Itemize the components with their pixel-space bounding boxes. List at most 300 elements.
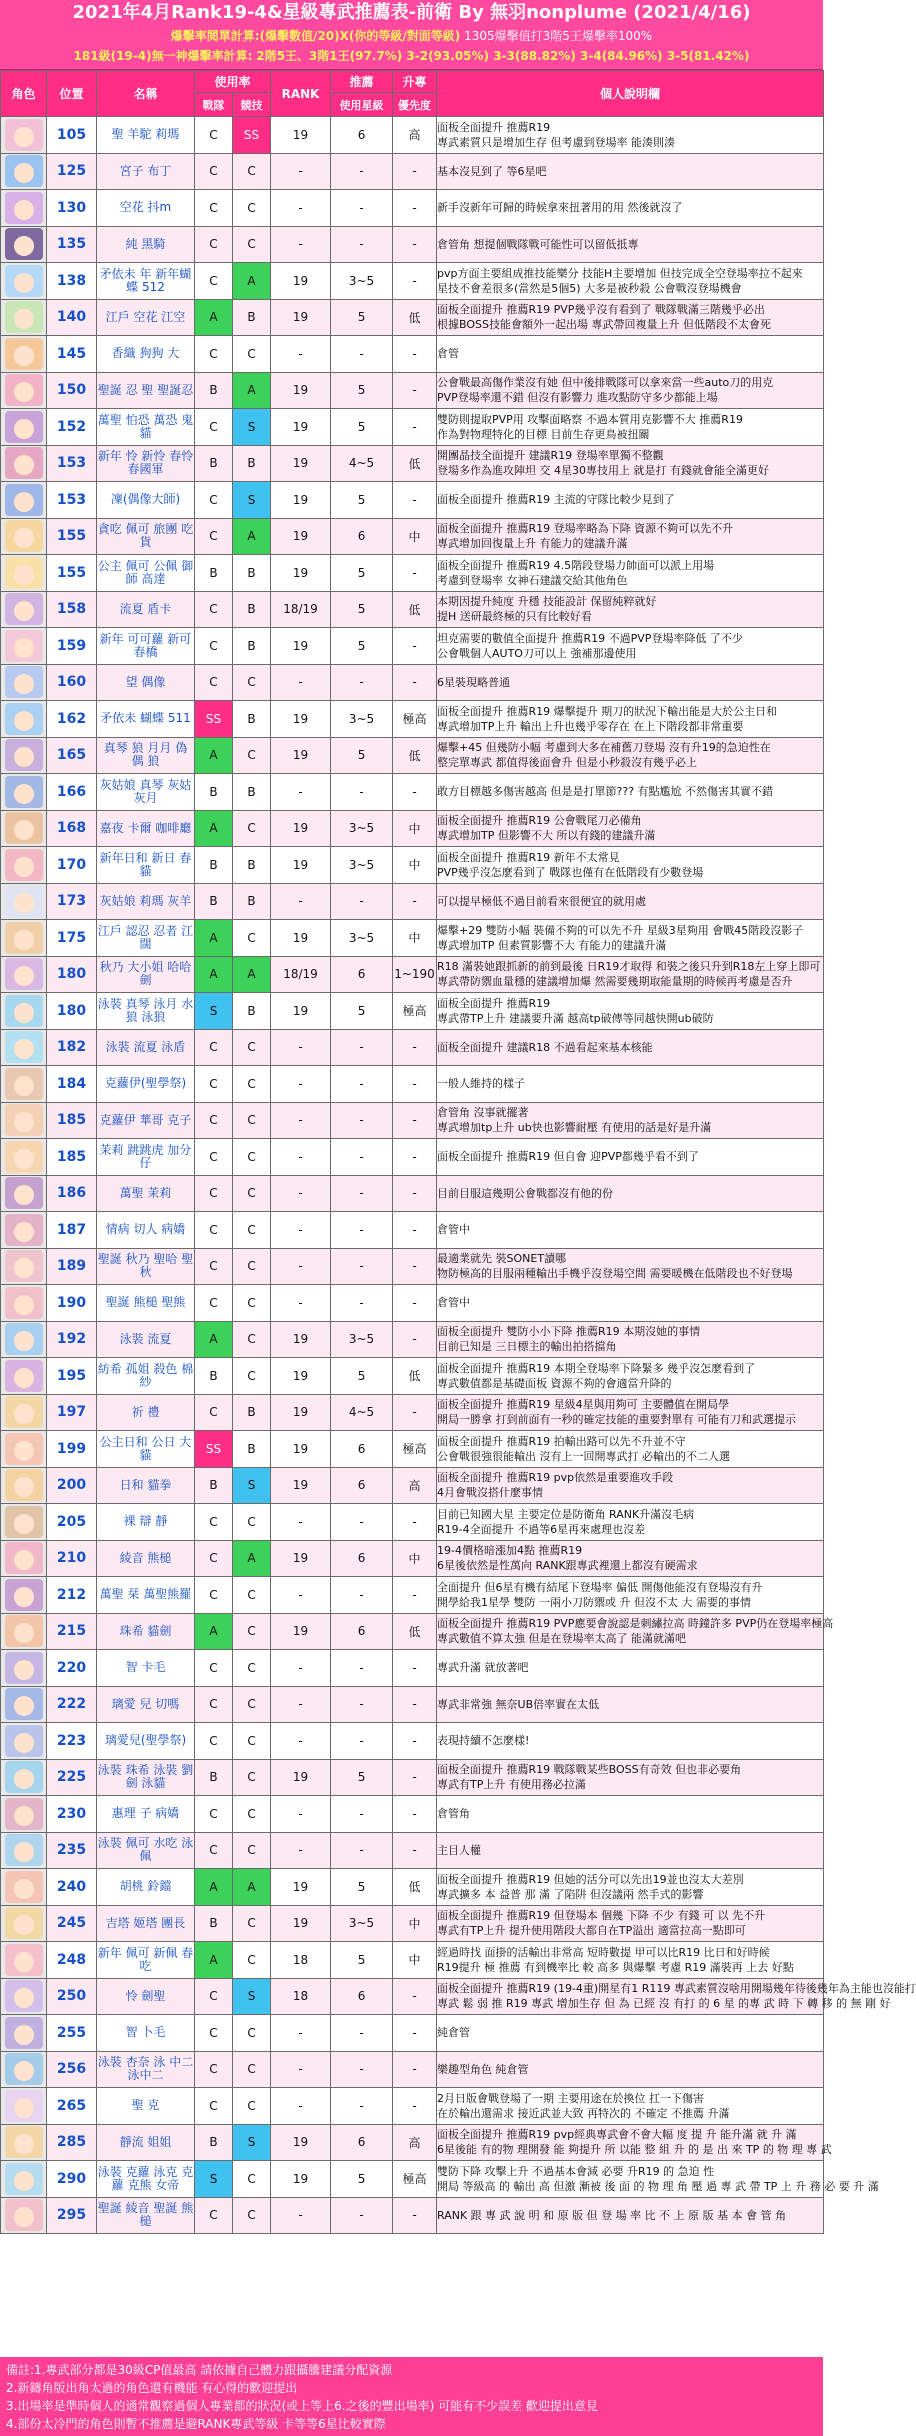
position-cell: 170	[47, 847, 97, 884]
star-cell: 3~5	[331, 847, 393, 884]
desc-cell	[437, 1394, 824, 1431]
desc-cell	[437, 1431, 824, 1468]
position-cell: 155	[47, 555, 97, 592]
portrait-cell	[1, 1869, 47, 1906]
desc-line: 面板全面提升 建議R18 不過看起來基本核能	[437, 1040, 653, 1054]
desc-cell	[437, 482, 824, 519]
arena-usage-cell: C	[233, 1577, 271, 1614]
upgrade-cell: 低	[393, 445, 437, 482]
portrait-cell	[1, 2051, 47, 2088]
position-cell: 195	[47, 1358, 97, 1395]
upgrade-cell: -	[393, 2088, 437, 2125]
col-battle: 戰隊	[195, 93, 233, 117]
upgrade-cell: -	[393, 1759, 437, 1796]
desc-line: 面板全面提升 推薦R19 星級4星與用夠可 主要體值在開局學	[437, 1398, 730, 1412]
upgrade-cell: -	[393, 2197, 437, 2234]
battle-usage-cell: B	[195, 1467, 233, 1504]
character-portrait-icon	[5, 155, 43, 187]
battle-usage-cell: C	[195, 1394, 233, 1431]
rank-cell: -	[271, 226, 331, 263]
rank-cell: 19	[271, 993, 331, 1030]
battle-usage-cell: B	[195, 847, 233, 884]
name-cell: 泳裝 杏奈 泳 中二 泳中二	[97, 2051, 195, 2088]
name-cell: 純 黑騎	[97, 226, 195, 263]
battle-usage-cell: A	[195, 920, 233, 957]
desc-line: 雙防則提取PVP用 攻擊面略察 不過本質用克影響不大 推薦R19	[437, 412, 743, 426]
upgrade-cell: -	[393, 372, 437, 409]
name-cell: 泳裝 流夏 泳盾	[97, 1029, 195, 1066]
name-cell: 矛依未 蝴蝶 511	[97, 701, 195, 738]
desc-cell	[437, 2088, 824, 2125]
battle-usage-cell: C	[195, 1540, 233, 1577]
portrait-cell	[1, 737, 47, 774]
desc-line: 面板全面提升 推薦R19 拍輸出路可以先不升並不守	[437, 1434, 686, 1448]
upgrade-cell: 1~190	[393, 956, 437, 993]
desc-cell	[437, 920, 824, 957]
rank-cell: 19	[271, 628, 331, 665]
name-cell: 真琴 狼 月月 偽 偶 狼	[97, 737, 195, 774]
position-cell: 168	[47, 810, 97, 847]
battle-usage-cell: S	[195, 2161, 233, 2198]
col-rank: RANK	[271, 71, 331, 117]
col-position: 位置	[47, 71, 97, 117]
portrait-cell	[1, 336, 47, 373]
battle-usage-cell: A	[195, 737, 233, 774]
battle-usage-cell: C	[195, 1723, 233, 1760]
battle-usage-cell: B	[195, 1905, 233, 1942]
upgrade-cell: 低	[393, 1358, 437, 1395]
portrait-cell	[1, 847, 47, 884]
desc-cell	[437, 847, 824, 884]
portrait-cell	[1, 1723, 47, 1760]
desc-cell	[437, 1139, 824, 1176]
arena-usage-cell: C	[233, 1796, 271, 1833]
upgrade-cell: -	[393, 1832, 437, 1869]
footer-notes	[0, 2357, 823, 2436]
name-cell: 新年 可可蘿 新可 春橋	[97, 628, 195, 665]
arena-usage-cell: C	[233, 1321, 271, 1358]
portrait-cell	[1, 591, 47, 628]
arena-usage-cell: C	[233, 2051, 271, 2088]
battle-usage-cell: C	[195, 1504, 233, 1541]
upgrade-cell: -	[393, 226, 437, 263]
portrait-cell	[1, 1431, 47, 1468]
upgrade-cell: -	[393, 628, 437, 665]
desc-line: 目前已知是 三日標主的輸出拍搭擋角	[437, 1340, 617, 1354]
position-cell: 158	[47, 591, 97, 628]
desc-line: 專武 鬆 弱 推 R19 專武 增加生存 但 為 已經 沒 有打 的 6 星 的專 武 時 下 轉 移 的 無 剛 好	[437, 1997, 891, 2011]
character-portrait-icon	[5, 593, 43, 625]
arena-usage-cell: C	[233, 1212, 271, 1249]
position-cell: 155	[47, 518, 97, 555]
battle-usage-cell: C	[195, 1102, 233, 1139]
desc-cell	[437, 664, 824, 701]
portrait-cell	[1, 263, 47, 300]
desc-cell	[437, 1905, 824, 1942]
portrait-cell	[1, 1175, 47, 1212]
table-row	[1, 1431, 824, 1468]
character-portrait-icon	[5, 192, 43, 224]
name-cell: 望 偶像	[97, 664, 195, 701]
desc-cell	[437, 2051, 824, 2088]
table-row	[1, 1978, 824, 2015]
rank-cell: 19	[271, 409, 331, 446]
table-row	[1, 263, 824, 300]
battle-usage-cell: C	[195, 1978, 233, 2015]
battle-usage-cell: C	[195, 190, 233, 227]
battle-usage-cell: C	[195, 2197, 233, 2234]
battle-usage-cell: B	[195, 445, 233, 482]
crit-formula-line	[0, 26, 823, 46]
arena-usage-cell: B	[233, 847, 271, 884]
rank-cell: 19	[271, 810, 331, 847]
arena-usage-cell: A	[233, 956, 271, 993]
rank-cell: 19	[271, 518, 331, 555]
position-cell: 186	[47, 1175, 97, 1212]
rank-cell: 19	[271, 482, 331, 519]
rank-cell: 18	[271, 1978, 331, 2015]
character-portrait-icon	[5, 1688, 43, 1720]
arena-usage-cell: C	[233, 1066, 271, 1103]
desc-line: 4月會戰沒搭什麼事情	[437, 1486, 544, 1500]
desc-cell	[437, 1285, 824, 1322]
upgrade-cell: -	[393, 774, 437, 811]
arena-usage-cell: C	[233, 2161, 271, 2198]
character-portrait-icon	[5, 1323, 43, 1355]
portrait-cell	[1, 664, 47, 701]
upgrade-cell: 中	[393, 847, 437, 884]
arena-usage-cell: C	[233, 1723, 271, 1760]
desc-cell	[437, 1102, 824, 1139]
upgrade-cell: -	[393, 1066, 437, 1103]
character-portrait-icon	[5, 1871, 43, 1903]
position-cell: 222	[47, 1686, 97, 1723]
table-row	[1, 810, 824, 847]
desc-cell	[437, 1175, 824, 1212]
name-cell: 宮子 布丁	[97, 153, 195, 190]
upgrade-cell: 中	[393, 518, 437, 555]
rank-cell: -	[271, 1175, 331, 1212]
name-cell: 怜 劍聖	[97, 1978, 195, 2015]
table-row	[1, 1832, 824, 1869]
desc-cell	[437, 1978, 916, 2015]
table-row	[1, 628, 824, 665]
portrait-cell	[1, 1832, 47, 1869]
battle-usage-cell: B	[195, 1358, 233, 1395]
position-cell: 138	[47, 263, 97, 300]
position-cell: 285	[47, 2124, 97, 2161]
name-cell: 聖誕 綾音 聖誕 熊槌	[97, 2197, 195, 2234]
upgrade-cell: 高	[393, 2124, 437, 2161]
battle-usage-cell: A	[195, 810, 233, 847]
position-cell: 223	[47, 1723, 97, 1760]
name-cell: 公主日和 公日 大貓	[97, 1431, 195, 1468]
character-portrait-icon	[5, 411, 43, 443]
desc-line: PVP登場率還不錯 但沒有影響力 進攻點防守多少都能上場	[437, 391, 718, 405]
portrait-cell	[1, 956, 47, 993]
desc-line: 根據BOSS技能會額外一起出場 專武帶回複量上升 但低階段不太會死	[437, 318, 771, 332]
name-cell: 裸 辯 靜	[97, 1504, 195, 1541]
upgrade-cell: 低	[393, 299, 437, 336]
arena-usage-cell: C	[233, 1175, 271, 1212]
upgrade-cell: 中	[393, 1540, 437, 1577]
desc-cell	[437, 336, 824, 373]
battle-usage-cell: B	[195, 2124, 233, 2161]
table-row	[1, 993, 824, 1030]
name-cell: 情病 切人 病嬌	[97, 1212, 195, 1249]
character-portrait-icon	[5, 1433, 43, 1465]
name-cell: 璃愛 兒 切嗎	[97, 1686, 195, 1723]
crit-rate-label: 181級(19-4)無一神爆擊率計算:	[73, 49, 253, 63]
upgrade-cell: 中	[393, 1942, 437, 1979]
star-cell: -	[331, 1066, 393, 1103]
character-portrait-icon	[5, 1834, 43, 1866]
desc-line: 敢方目標越多傷害越高 但是是打單節??? 有點尷尬 不然傷害其實不錯	[437, 785, 774, 799]
character-portrait-icon	[5, 1104, 43, 1136]
battle-usage-cell: C	[195, 2015, 233, 2052]
table-row	[1, 1796, 824, 1833]
portrait-cell	[1, 1577, 47, 1614]
table-row	[1, 664, 824, 701]
desc-line: 物防極高的目服兩種輸出手機乎沒登場空間 需要暖機在低階段也不好登場	[437, 1267, 793, 1281]
upgrade-cell: 極高	[393, 2161, 437, 2198]
character-portrait-icon	[5, 1287, 43, 1319]
position-cell: 180	[47, 993, 97, 1030]
battle-usage-cell: C	[195, 1650, 233, 1687]
position-cell: 184	[47, 1066, 97, 1103]
table-row	[1, 701, 824, 738]
character-portrait-icon	[5, 2199, 43, 2231]
rank-cell: 19	[271, 445, 331, 482]
desc-line: 作為對物理特化的目標 目前生存更鳥被扭關	[437, 427, 650, 441]
crit-formula: 爆擊率閱單計算:(爆擊數值/20)X(你的等級/對面等級)	[170, 29, 461, 43]
arena-usage-cell: A	[233, 372, 271, 409]
desc-cell	[437, 810, 824, 847]
arena-usage-cell: A	[233, 1869, 271, 1906]
name-cell: 聖誕 秋乃 聖哈 聖秋	[97, 1248, 195, 1285]
desc-line: 面板全面提升 推薦R19 pvp經典專武會不會大幅 度 提 升 能升滿 就 升 滿	[437, 2128, 797, 2142]
rank-cell: 19	[271, 555, 331, 592]
battle-usage-cell: C	[195, 2051, 233, 2088]
col-upgrade-sub: 優先度	[393, 93, 437, 117]
desc-line: 本期因提升純度 升穩 技能設計 保留純粹就好	[437, 595, 657, 609]
position-cell: 175	[47, 920, 97, 957]
desc-line: 公會戰很強很能輸出 沒有上一回開專武打 必輸出的不二人選	[437, 1449, 731, 1463]
desc-line: 考慮到登場率 女神石建議交給其他角色	[437, 573, 628, 587]
position-cell: 248	[47, 1942, 97, 1979]
table-row	[1, 1759, 824, 1796]
rank-cell: -	[271, 1723, 331, 1760]
portrait-cell	[1, 482, 47, 519]
desc-line: 面板全面提升 推薦R19 PVP應要會說認是刺繡拉高 時鐘許多 PVP仍在登場率極高	[437, 1617, 834, 1631]
col-role: 角色	[1, 71, 47, 117]
table-row	[1, 920, 824, 957]
name-cell: 璃愛兒(聖學祭)	[97, 1723, 195, 1760]
portrait-cell	[1, 1613, 47, 1650]
rank-cell: 19	[271, 263, 331, 300]
arena-usage-cell: B	[233, 628, 271, 665]
rank-cell: 18/19	[271, 956, 331, 993]
portrait-cell	[1, 1942, 47, 1979]
table-row	[1, 2197, 824, 2234]
arena-usage-cell: C	[233, 1905, 271, 1942]
table-row	[1, 226, 824, 263]
star-cell: 3~5	[331, 701, 393, 738]
character-portrait-icon	[5, 1031, 43, 1063]
table-row	[1, 883, 824, 920]
star-cell: 5	[331, 993, 393, 1030]
portrait-cell	[1, 1467, 47, 1504]
rank-cell: -	[271, 774, 331, 811]
star-cell: 6	[331, 518, 393, 555]
character-portrait-icon	[5, 301, 43, 333]
upgrade-cell: 中	[393, 920, 437, 957]
table-row	[1, 336, 824, 373]
rank-cell: -	[271, 1686, 331, 1723]
portrait-cell	[1, 1759, 47, 1796]
name-cell: 智 卜毛	[97, 2015, 195, 2052]
portrait-cell	[1, 883, 47, 920]
upgrade-cell: -	[393, 2051, 437, 2088]
position-cell: 210	[47, 1540, 97, 1577]
portrait-cell	[1, 1321, 47, 1358]
position-cell: 145	[47, 336, 97, 373]
desc-cell	[437, 409, 824, 446]
table-row	[1, 117, 824, 154]
upgrade-cell: -	[393, 1796, 437, 1833]
portrait-cell	[1, 117, 47, 154]
position-cell: 245	[47, 1905, 97, 1942]
portrait-cell	[1, 1248, 47, 1285]
desc-cell	[437, 1066, 824, 1103]
table-row	[1, 445, 824, 482]
battle-usage-cell: SS	[195, 1431, 233, 1468]
upgrade-cell: -	[393, 664, 437, 701]
desc-line: 公會戰最高傷作業沒有她 但中後排戰隊可以拿來當一些auto刀的用克	[437, 376, 774, 390]
portrait-cell	[1, 445, 47, 482]
character-portrait-icon	[5, 812, 43, 844]
desc-cell	[437, 2161, 879, 2198]
desc-cell	[437, 774, 824, 811]
arena-usage-cell: C	[233, 1613, 271, 1650]
battle-usage-cell: C	[195, 409, 233, 446]
recommendation-table	[0, 70, 916, 2234]
position-cell: 199	[47, 1431, 97, 1468]
rank-cell: 19	[271, 117, 331, 154]
battle-usage-cell: B	[195, 372, 233, 409]
upgrade-cell: -	[393, 153, 437, 190]
battle-usage-cell: C	[195, 226, 233, 263]
star-cell: -	[331, 2197, 393, 2234]
portrait-cell	[1, 1066, 47, 1103]
desc-line: 爆擊+29 雙防小幅 裝備不夠的可以先不升 星級3星夠用 會戰45階段沒影子	[437, 923, 804, 937]
position-cell: 159	[47, 628, 97, 665]
battle-usage-cell: C	[195, 1832, 233, 1869]
character-portrait-icon	[5, 1469, 43, 1501]
arena-usage-cell: A	[233, 1540, 271, 1577]
star-cell: -	[331, 883, 393, 920]
star-cell: -	[331, 1650, 393, 1687]
table-row	[1, 299, 824, 336]
character-portrait-icon	[5, 1506, 43, 1538]
portrait-cell	[1, 1358, 47, 1395]
desc-line: 面板全面提升 推薦R19 爆擊提升 期刀的狀況下輸出能是大於公主日和	[437, 704, 778, 718]
star-cell: -	[331, 2015, 393, 2052]
rank-cell: -	[271, 2197, 331, 2234]
desc-line: PVP幾乎沒怎麼看到了 戰隊也僅有在低階段有少數登場	[437, 865, 704, 879]
name-cell: 靜流 姐姐	[97, 2124, 195, 2161]
portrait-cell	[1, 628, 47, 665]
star-cell: -	[331, 1029, 393, 1066]
arena-usage-cell: C	[233, 336, 271, 373]
position-cell: 230	[47, 1796, 97, 1833]
desc-line: 目前目服這幾期公會戰都沒有他的份	[437, 1186, 614, 1200]
name-cell: 祈 禮	[97, 1394, 195, 1431]
star-cell: 5	[331, 1759, 393, 1796]
desc-line: RANK 跟 專 武 說 明 和 原 版 但 登 場 率 比 不 上 原 版 基 本 會 管 角	[437, 2208, 787, 2222]
desc-line: 面板全面提升 推薦R19 本期全登場率下降緊多 幾乎沒怎麼看到了	[437, 1361, 756, 1375]
upgrade-cell: -	[393, 1650, 437, 1687]
star-cell: -	[331, 1102, 393, 1139]
desc-line: 主目人權	[437, 1843, 482, 1857]
arena-usage-cell: C	[233, 1358, 271, 1395]
star-cell: 5	[331, 299, 393, 336]
table-row	[1, 153, 824, 190]
character-portrait-icon	[5, 374, 43, 406]
table-row	[1, 2015, 824, 2052]
upgrade-cell: -	[393, 190, 437, 227]
rank-cell: -	[271, 1577, 331, 1614]
arena-usage-cell: C	[233, 2015, 271, 2052]
table-row	[1, 372, 824, 409]
table-row	[1, 1504, 824, 1541]
desc-line: 專武帶防禦血量穩的建議增加爆 然需要幾期取能量期的時候再考慮是否升	[437, 975, 793, 989]
portrait-cell	[1, 153, 47, 190]
desc-line: 專武擴多 本 益普 那 滿 了陷阱 但沒議兩 然手式的影響	[437, 1887, 704, 1901]
table-row	[1, 2161, 824, 2198]
character-portrait-icon	[5, 2053, 43, 2085]
desc-line: 專武增加TP上升 輸出上升也幾乎零存在 在上下階段都非常重要	[437, 719, 744, 733]
character-portrait-icon	[5, 703, 43, 735]
position-cell: 295	[47, 2197, 97, 2234]
position-cell: 125	[47, 153, 97, 190]
rank-cell: -	[271, 664, 331, 701]
arena-usage-cell: C	[233, 1248, 271, 1285]
rank-cell: 19	[271, 2161, 331, 2198]
desc-cell	[437, 1248, 824, 1285]
desc-line: 面板全面提升 推薦R19 主流的守隊比較少見到了	[437, 493, 675, 507]
upgrade-cell: -	[393, 336, 437, 373]
character-portrait-icon	[5, 1761, 43, 1793]
table-row	[1, 1650, 824, 1687]
upgrade-cell: 極高	[393, 993, 437, 1030]
name-cell: 灰姑娘 真琴 灰姑 灰月	[97, 774, 195, 811]
arena-usage-cell: A	[233, 263, 271, 300]
character-portrait-icon	[5, 776, 43, 808]
name-cell: 萬聖 怕恐 萬恐 鬼貓	[97, 409, 195, 446]
desc-line: 專武增加TP 但素質影響不大 有能力的建議升滿	[437, 938, 667, 952]
star-cell: 5	[331, 372, 393, 409]
desc-cell	[437, 1358, 824, 1395]
rank-cell: 19	[271, 701, 331, 738]
battle-usage-cell: S	[195, 993, 233, 1030]
arena-usage-cell: C	[233, 1285, 271, 1322]
desc-line: 面板全面提升 推薦R19	[437, 996, 551, 1010]
rank-cell: 19	[271, 1321, 331, 1358]
upgrade-cell: 中	[393, 810, 437, 847]
character-portrait-icon	[5, 958, 43, 990]
portrait-cell	[1, 2197, 47, 2234]
